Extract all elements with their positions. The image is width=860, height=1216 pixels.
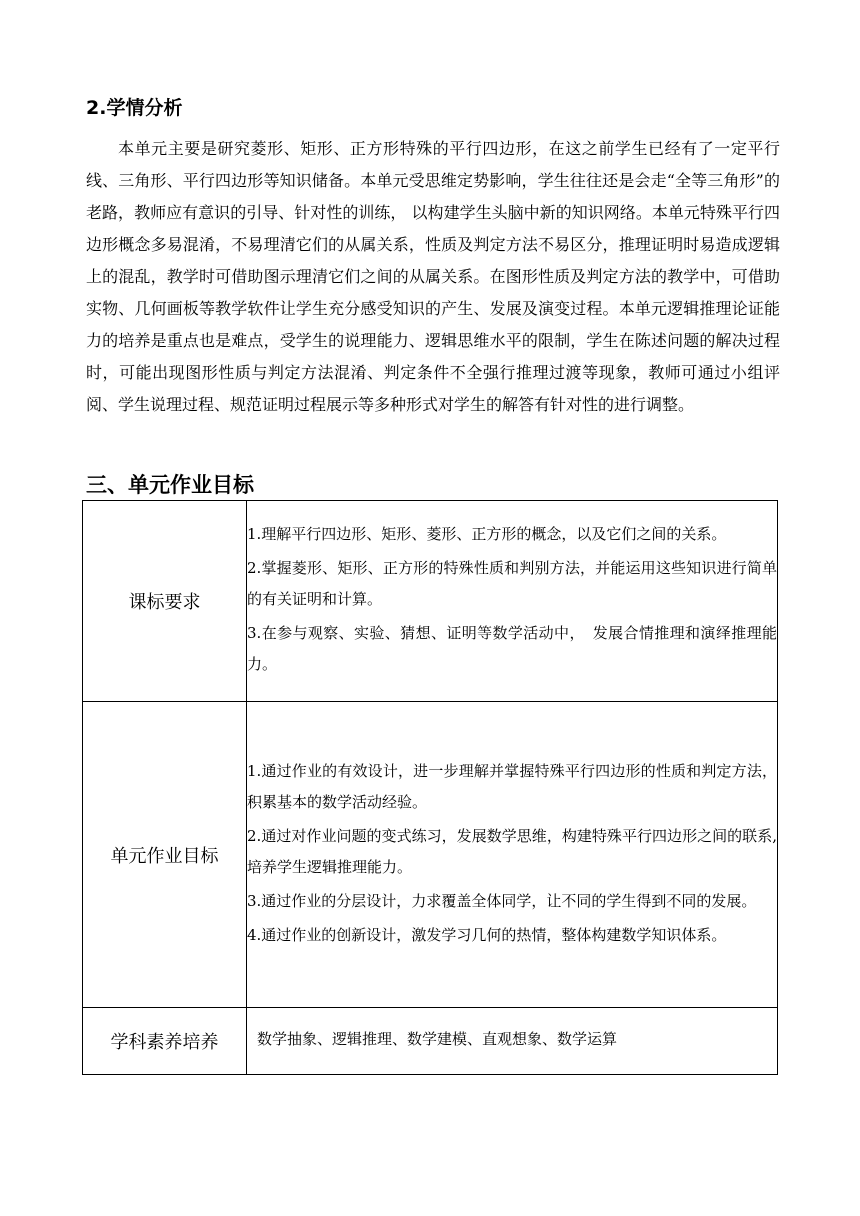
unit-goals-table — [82, 500, 778, 1075]
row-content-literacy — [247, 1008, 778, 1075]
row-content-unit-goals — [247, 702, 778, 1008]
learning-analysis-paragraph: 本单元主要是研究菱形、矩形、正方形特殊的平行四边形，在这之前学生已经有了一定平行线、三角形、平行四边形等知识储备。本单元受思维定势影响，学生往往还是会走“全等三角形”的老路，教师应有意识的引导、针对性的训练， 以构建学生头脑中新的知识网络。本单元特殊平行四边形概念多易混淆，不易理清它们的从属关系，性质及判定方法不易区分，推理证明时易造成逻辑上的混乱，教学时可借助图示理清它们之间的从属关系。在图形性质及判定方法的教学中，可借助实物、几何画板等教学软件让学生充分感受知识的产生、发展及演变过程。本单元逻辑推理论证能力的培养是重点也是难点，受学生的说理能力、逻辑思维水平的限制，学生在陈述问题的解决过程时，可能出现图形性质与判定方法混淆、判定条件不全强行推理过渡等现象，教师可通过小组评阅、学生说理过程、规范证明过程展示等多种形式对学生的解答有针对性的进行调整。 — [86, 139, 780, 414]
list-item: 3.通过作业的分层设计，力求覆盖全体同学，让不同的学生得到不同的发展。 — [247, 891, 757, 910]
list-item: 1.通过作业的有效设计，进一步理解并掌握特殊平行四边形的性质和判定方法，积累基本的数学活动经验。 — [247, 761, 777, 811]
list-item: 4.通过作业的创新设计，激发学习几何的热情，整体构建数学知识体系。 — [247, 925, 727, 944]
section-heading-unit-goals: 三、单元作业目标 — [86, 473, 254, 497]
list-item: 3.在参与观察、实验、猜想、证明等数学活动中， 发展合情推理和演绎推理能力。 — [247, 624, 777, 673]
list-item: 2.通过对作业问题的变式练习，发展数学思维，构建特殊平行四边形之间的联系,培养学生逻辑推理能力。 — [247, 826, 777, 876]
table-row-literacy — [83, 1008, 778, 1075]
row-label-literacy: 学科素养培养 — [83, 1008, 247, 1075]
list-item: 数学抽象、逻辑推理、数学建模、直观想象、数学运算 — [257, 1030, 618, 1048]
list-item: 2.掌握菱形、矩形、正方形的特殊性质和判别方法，并能运用这些知识进行简单的有关证明和计算。 — [247, 559, 777, 608]
table-row-curriculum — [83, 501, 778, 702]
row-content-curriculum — [247, 501, 778, 702]
row-label-curriculum: 课标要求 — [83, 501, 247, 702]
section-heading-learning-analysis: 2.学情分析 — [86, 97, 183, 119]
row-label-unit-goals: 单元作业目标 — [83, 702, 247, 1008]
table-row-unit-goals — [83, 702, 778, 1008]
list-item: 1.理解平行四边形、矩形、菱形、正方形的概念，以及它们之间的关系。 — [247, 525, 727, 543]
